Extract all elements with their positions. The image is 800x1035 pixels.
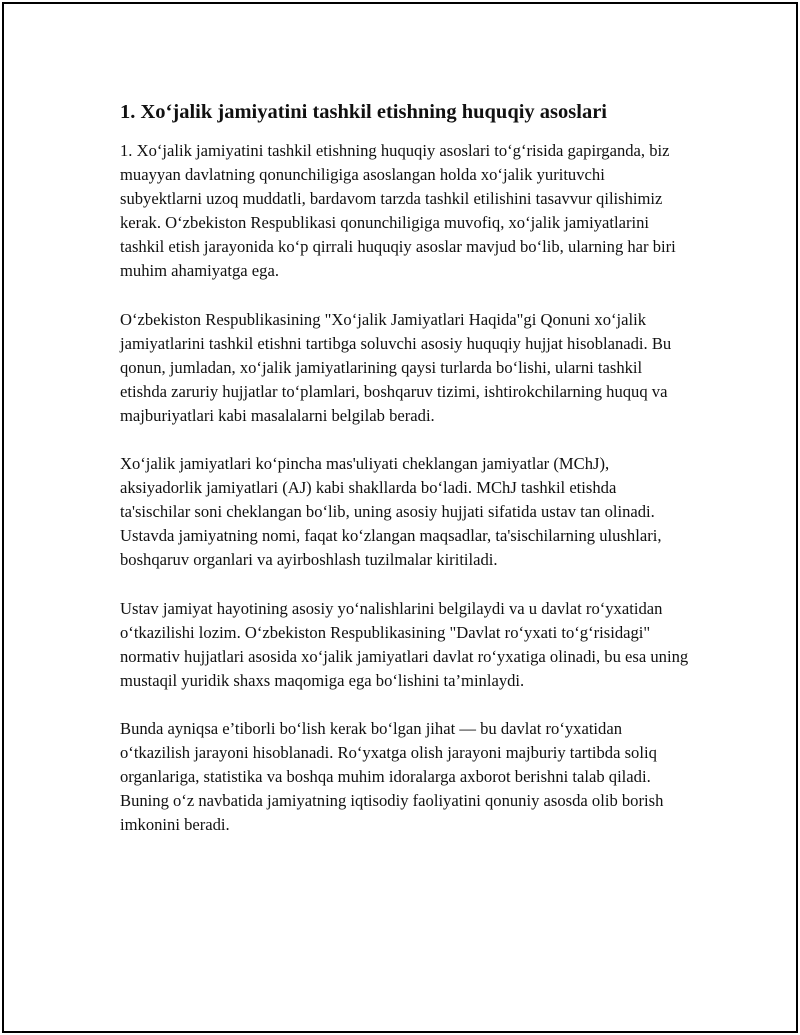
document-body	[120, 97, 690, 861]
paragraph-4: Ustav jamiyat hayotining asosiy yo‘nalishlarini belgilaydi va u davlat ro‘yxatidan o‘tkazilishi lozim. O‘zbekiston Respublikasining "Davlat ro‘yxati to‘g‘risidagi" normativ hujjatlari asosida xo‘jalik jamiyatlari davlat ro‘yxatiga olinadi, bu esa uning mustaqil yuridik shaxs maqomiga ega bo‘lishini ta’minlaydi.	[120, 598, 689, 690]
paragraph-2: O‘zbekiston Respublikasining "Xo‘jalik Jamiyatlari Haqida"gi Qonuni xo‘jalik jamiyatlarini tashkil etishni tartibga soluvchi asosiy huquqiy hujjat hisoblanadi. Bu qonun, jumladan, xo‘jalik jamiyatlarining qaysi turlarda bo‘lishi, ularni tashkil etishda zaruriy hujjatlar to‘plamlari, boshqaruv tizimi, ishtirokchilarning huquq va majburiyatlari kabi masalalarni belgilab beradi.	[120, 309, 672, 425]
paragraph-5: Bunda ayniqsa e’tiborli bo‘lish kerak bo‘lgan jihat — bu davlat ro‘yxatidan o‘tkazilish jarayoni hisoblanadi. Ro‘yxatga olish jarayoni majburiy tartibda soliq organlariga, statistika va boshqa muhim idoralarga axborot berishni talab qiladi. Buning o‘z navbatida jamiyatning iqtisodiy faoliyatini qonuniy asosda olib borish imkonini beradi.	[120, 718, 664, 835]
paragraph-3: Xo‘jalik jamiyatlari ko‘pincha mas'uliyati cheklangan jamiyatlar (MChJ), aksiyadorlik jamiyatlari (AJ) kabi shakllarda bo‘ladi. MChJ tashkil etishda ta'sischilar soni cheklangan bo‘lib, uning asosiy hujjati sifatida ustav tan olinadi. Ustavda jamiyatning nomi, faqat ko‘zlangan maqsadlar, ta'sischilarning ulushlari, boshqaruv organlari va ayirboshlash tuzilmalar kiritiladi.	[120, 454, 662, 570]
page-frame	[2, 2, 798, 1033]
section-heading: 1. Xo‘jalik jamiyatini tashkil etishning huquqiy asoslari	[120, 101, 607, 123]
paragraph-1: 1. Xo‘jalik jamiyatini tashkil etishning huquqiy asoslari to‘g‘risida gapirganda, biz muayyan davlatning qonunchiligiga asoslangan holda xo‘jalik yurituvchi subyektlarni uzoq muddatli, bardavom tarzda tashkil etilishini tasavvur qilishimiz kerak. O‘zbekiston Respublikasi qonunchiligiga muvofiq, xo‘jalik jamiyatlarini tashkil etish jarayonida ko‘p qirrali huquqiy asoslar mavjud bo‘lib, ularning har biri muhim ahamiyatga ega.	[120, 141, 676, 281]
